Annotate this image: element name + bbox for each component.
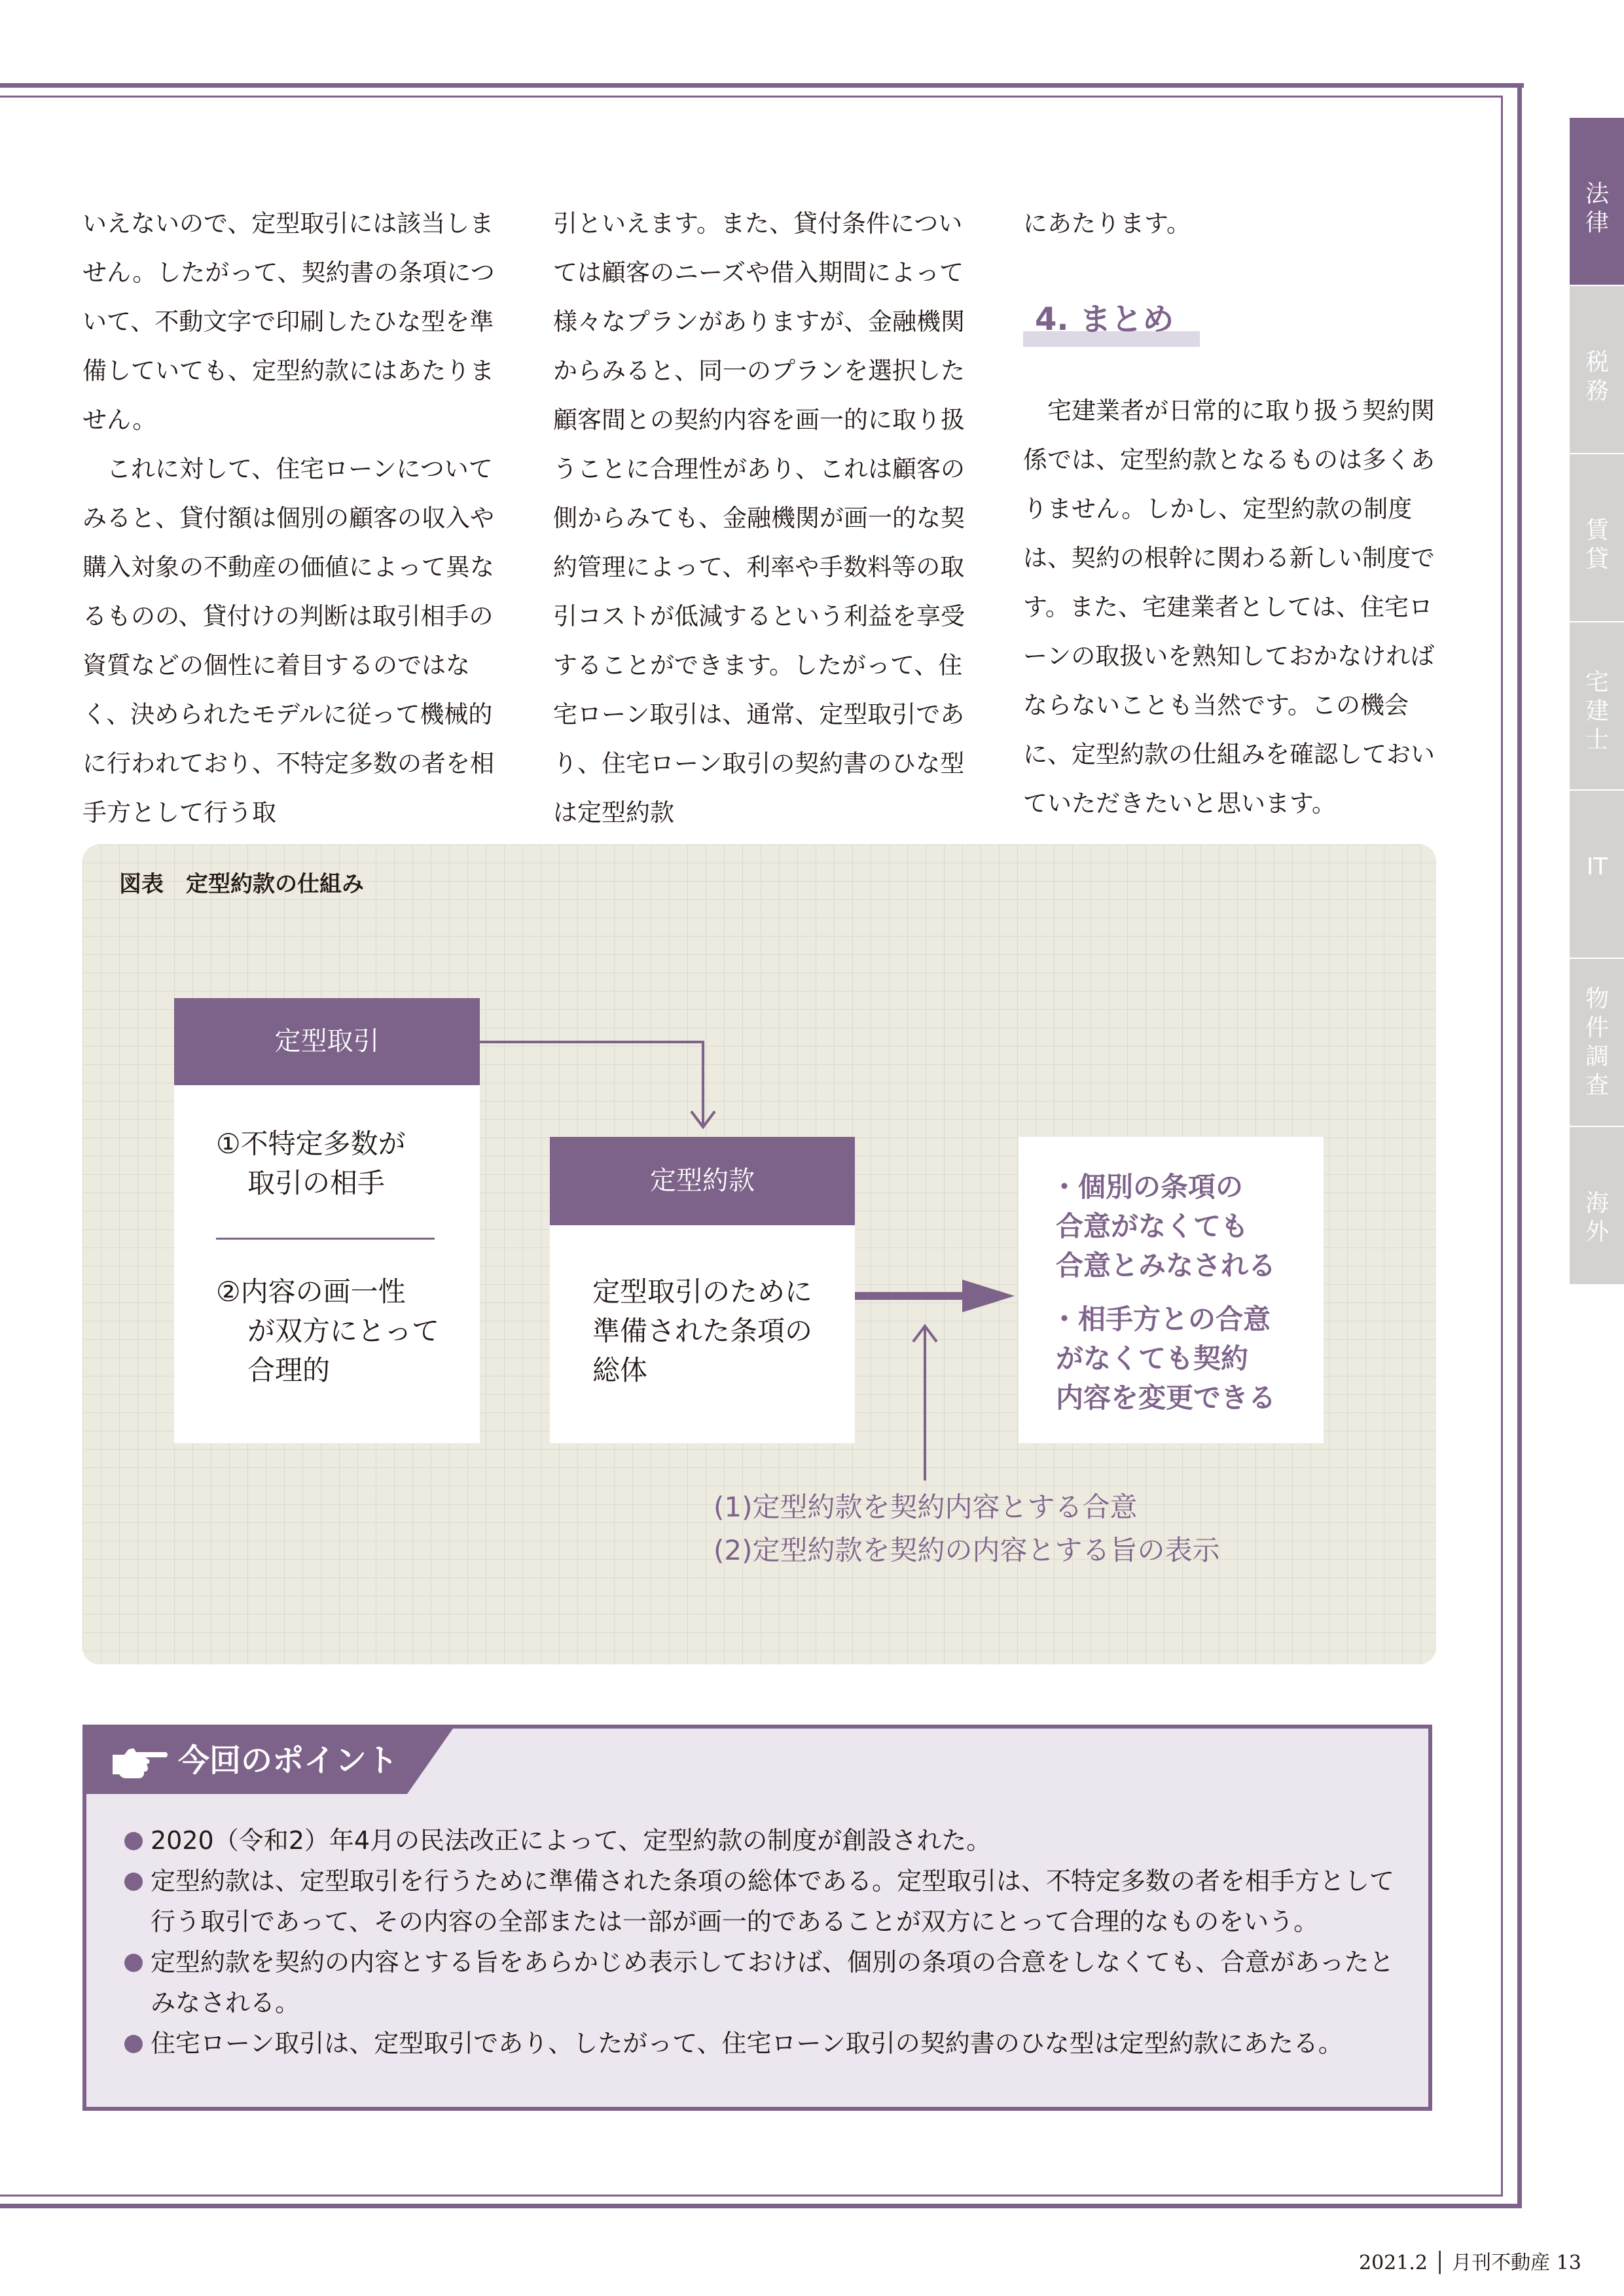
list-item [124,1861,1401,1942]
pointing-hand-icon [111,1743,169,1780]
condition-2: (2)定型約款を契約の内容とする旨の表示 [713,1534,1220,1566]
condition-1: (1)定型約款を契約内容とする合意 [713,1491,1138,1523]
text-line: ①不特定多数が [216,1128,406,1160]
text-line: 内容を変更できる [1056,1382,1276,1414]
text-line: がなくても契約 [1056,1342,1249,1374]
text-line: ・個別の条項の [1051,1171,1244,1203]
tab-label: 税務 [1585,349,1609,404]
paragraph: 引といえます。また、貸付条件については顧客のニーズや借入期間によって様々なプランがありますが、金融機関からみると、同一のプランを選択した顧客間との契約内容を画一的に取り扱うことに合理性があり、これは顧客の側からみても、金融機関が画一的な契約管理によって、利率や手数料等の取引コストが低減するという利益を享受することができます。したがって、住宅ローン取引は、通常、定型取引であり、住宅ローン取引の契約書のひな型は定型約款 [553,209,965,827]
list-item [124,1820,1401,1861]
tab-label: 物件調査 [1585,986,1609,1099]
tab-label: 宅建士 [1585,669,1609,753]
tab-label: 法律 [1585,181,1609,236]
text-line: が双方にとって [247,1315,440,1347]
bullet-icon [124,2035,143,2053]
diagram-title: 図表 定型約款の仕組み [119,871,364,897]
text-line: 定型取引のために [592,1276,813,1308]
text-line: 取引の相手 [247,1167,386,1199]
points-list [124,1820,1401,2064]
tab-label: 賃貸 [1585,517,1609,573]
arrow-to-yakkan [480,1042,703,1126]
text-line: 合意がなくても [1056,1210,1249,1242]
bullet-icon [124,1873,143,1891]
box-text [216,1272,439,1390]
divider [216,1238,435,1240]
text-line: ・相手方との合意 [1051,1303,1271,1335]
paragraph: これに対して、住宅ローンについてみると、貸付額は個別の顧客の収入や購入対象の不動産の価値によって異なるものの、貸付けの判断は取引相手の資質などの個性に着目するのではなく、決められたモデルに従って機械的に行われており、不特定多数の者を相手方として行う取 [82,455,494,827]
tab-label: IT [1586,853,1608,880]
arrow-head [962,1280,1015,1312]
list-item [124,2023,1401,2064]
bullet-icon [124,1954,143,1972]
paragraph: いえないので、定型取引には該当しません。したがって、契約書の条項について、不動文字で印刷したひな型を準備していても、定型約款にはあたりません。 [82,209,495,434]
point-text: 定型約款は、定型取引を行うために準備された条項の総体である。定型取引は、不特定多数の者を相手方として行う取引であって、その内容の全部または一部が画一的であることが双方にとって合理的なものをいう。 [151,1867,1395,1936]
point-text: 住宅ローン取引は、定型取引であり、したがって、住宅ローン取引の契約書のひな型は定型約款にあたる。 [151,2029,1343,2058]
box-text [216,1124,406,1203]
points-title: 今回のポイント [178,1742,399,1779]
text-line: 合理的 [247,1354,331,1386]
bullet-icon [124,1832,143,1850]
text-line: 総体 [592,1354,648,1386]
box-head: 定型約款 [550,1137,855,1225]
section-heading-text: 4. まとめ [1035,301,1174,338]
conditions [713,1486,1220,1572]
page-footer: 2021.2 │ 月刊不動産 13 [1359,2251,1581,2274]
tab-label: 海外 [1585,1190,1609,1246]
paragraph: にあたります。 [1023,209,1191,238]
point-text: 2020（令和2）年4月の民法改正によって、定型約款の制度が創設された。 [151,1826,992,1855]
point-text: 定型約款を契約の内容とする旨をあらかじめ表示しておけば、個別の条項の合意をしなくても、合意があったとみなされる。 [151,1948,1394,2017]
text-line: 準備された条項の [592,1315,813,1347]
box-head: 定型取引 [174,998,480,1085]
effects-text [1051,1168,1276,1418]
list-item [124,1942,1401,2023]
box-text [592,1272,812,1390]
paragraph: 宅建業者が日常的に取り扱う契約関係では、定型約款となるものは多くありません。しかし、定型約款の制度は、契約の根幹に関わる新しい制度です。また、宅建業者としては、住宅ローンの取扱いを熟知しておかなければならないことも当然です。この機会に、定型約款の仕組みを確認しておいていただきたいと思います。 [1023,397,1435,817]
text-line: 合意とみなされる [1056,1249,1276,1282]
text-line: ②内容の画一性 [216,1276,406,1308]
